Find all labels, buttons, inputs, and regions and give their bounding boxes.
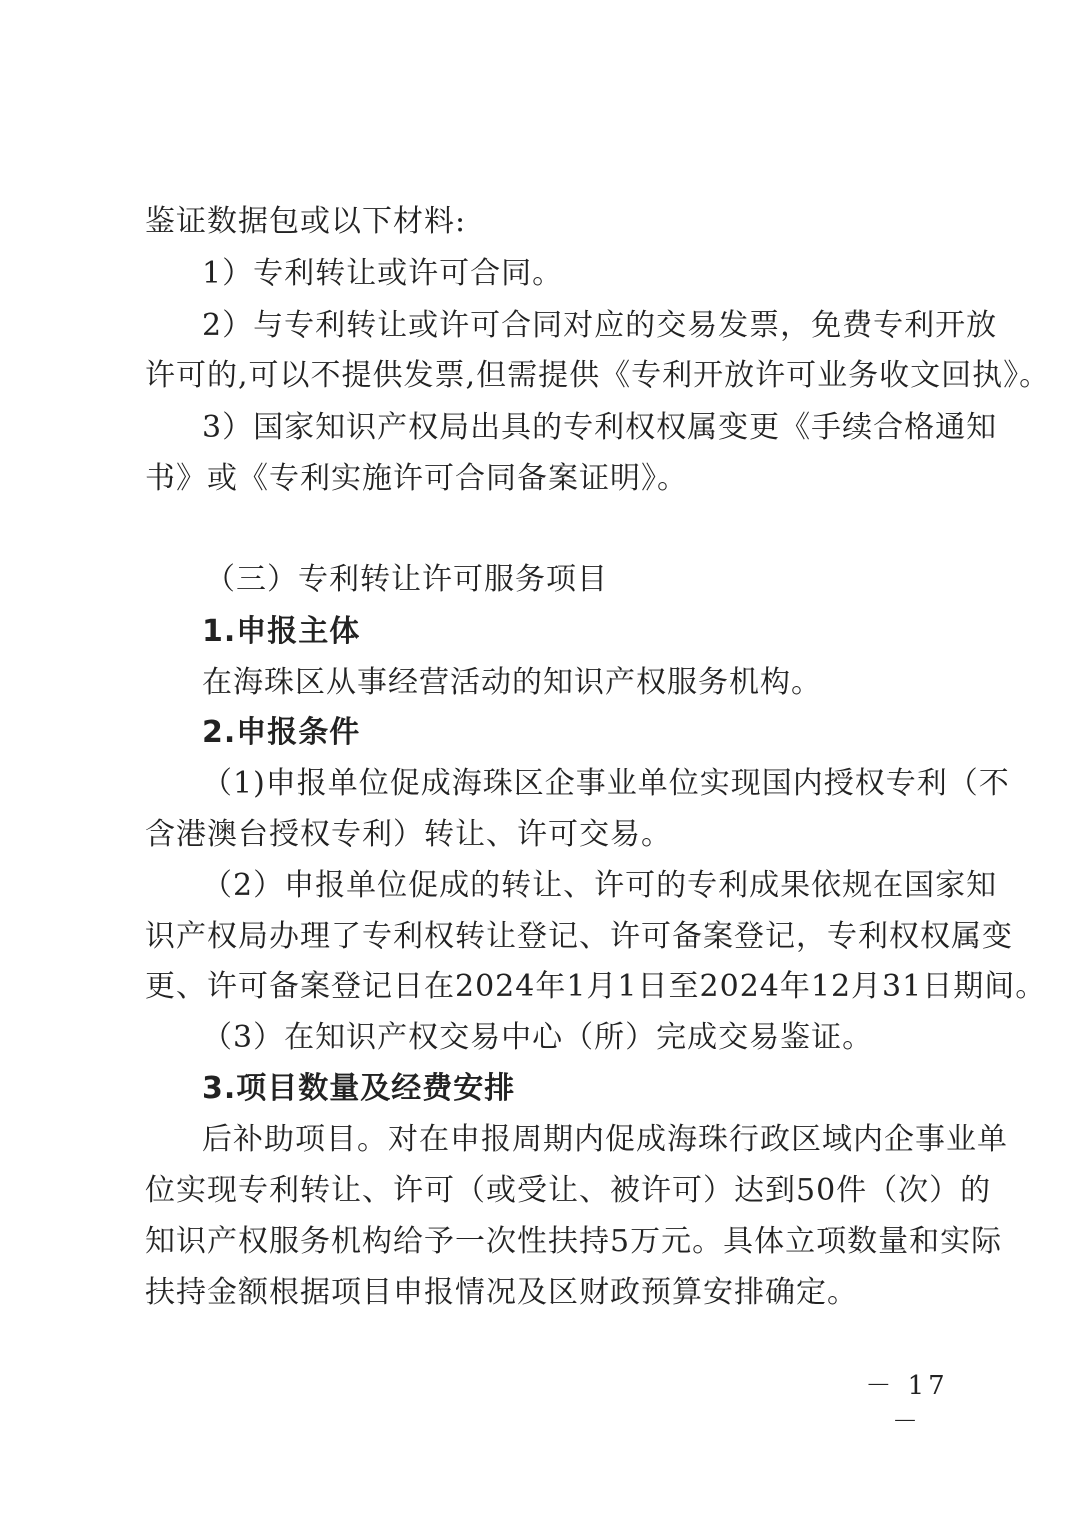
paragraph-line: 在海珠区从事经营活动的知识产权服务机构。 [202, 665, 822, 700]
page-number: － 17 － [865, 1371, 949, 1437]
paragraph-line: 识产权局办理了专利权转让登记、许可备案登记，专利权权属变 [145, 919, 1013, 954]
paragraph-line: 许可的,可以不提供发票,但需提供《专利开放许可业务收文回执》。 [145, 358, 1051, 393]
condition-item-3: （3）在知识产权交易中心（所）完成交易鉴证。 [202, 1020, 874, 1055]
paragraph-line: 含港澳台授权专利）转让、许可交易。 [145, 817, 672, 852]
condition-item-1: （1)申报单位促成海珠区企事业单位实现国内授权专利（不 [202, 766, 1010, 801]
paragraph-line: 位实现专利转让、许可（或受让、被许可）达到50件（次）的 [145, 1173, 992, 1208]
paragraph-line: 更、许可备案登记日在2024年1月1日至2024年12月31日期间。 [145, 969, 1047, 1004]
condition-item-2: （2）申报单位促成的转让、许可的专利成果依规在国家知 [202, 868, 998, 903]
list-item-3: 3）国家知识产权局出具的专利权权属变更《手续合格通知 [202, 410, 998, 445]
section-heading: （三）专利转让许可服务项目 [205, 562, 608, 597]
list-item-2: 2）与专利转让或许可合同对应的交易发票，免费专利开放 [202, 308, 998, 343]
paragraph-line: 扶持金额根据项目申报情况及区财政预算安排确定。 [145, 1275, 858, 1310]
list-item-1: 1）专利转让或许可合同。 [202, 256, 564, 291]
paragraph-line: 后补助项目。对在申报周期内促成海珠行政区域内企事业单 [202, 1122, 1008, 1157]
paragraph-line: 书》或《专利实施许可合同备案证明》。 [145, 461, 688, 496]
subheading-funding: 3.项目数量及经费安排 [202, 1071, 516, 1106]
paragraph-line: 知识产权服务机构给予一次性扶持5万元。具体立项数量和实际 [145, 1224, 1003, 1259]
subheading-declaring-entity: 1.申报主体 [202, 614, 361, 649]
paragraph-line: 鉴证数据包或以下材料: [145, 204, 467, 239]
subheading-conditions: 2.申报条件 [202, 715, 361, 750]
